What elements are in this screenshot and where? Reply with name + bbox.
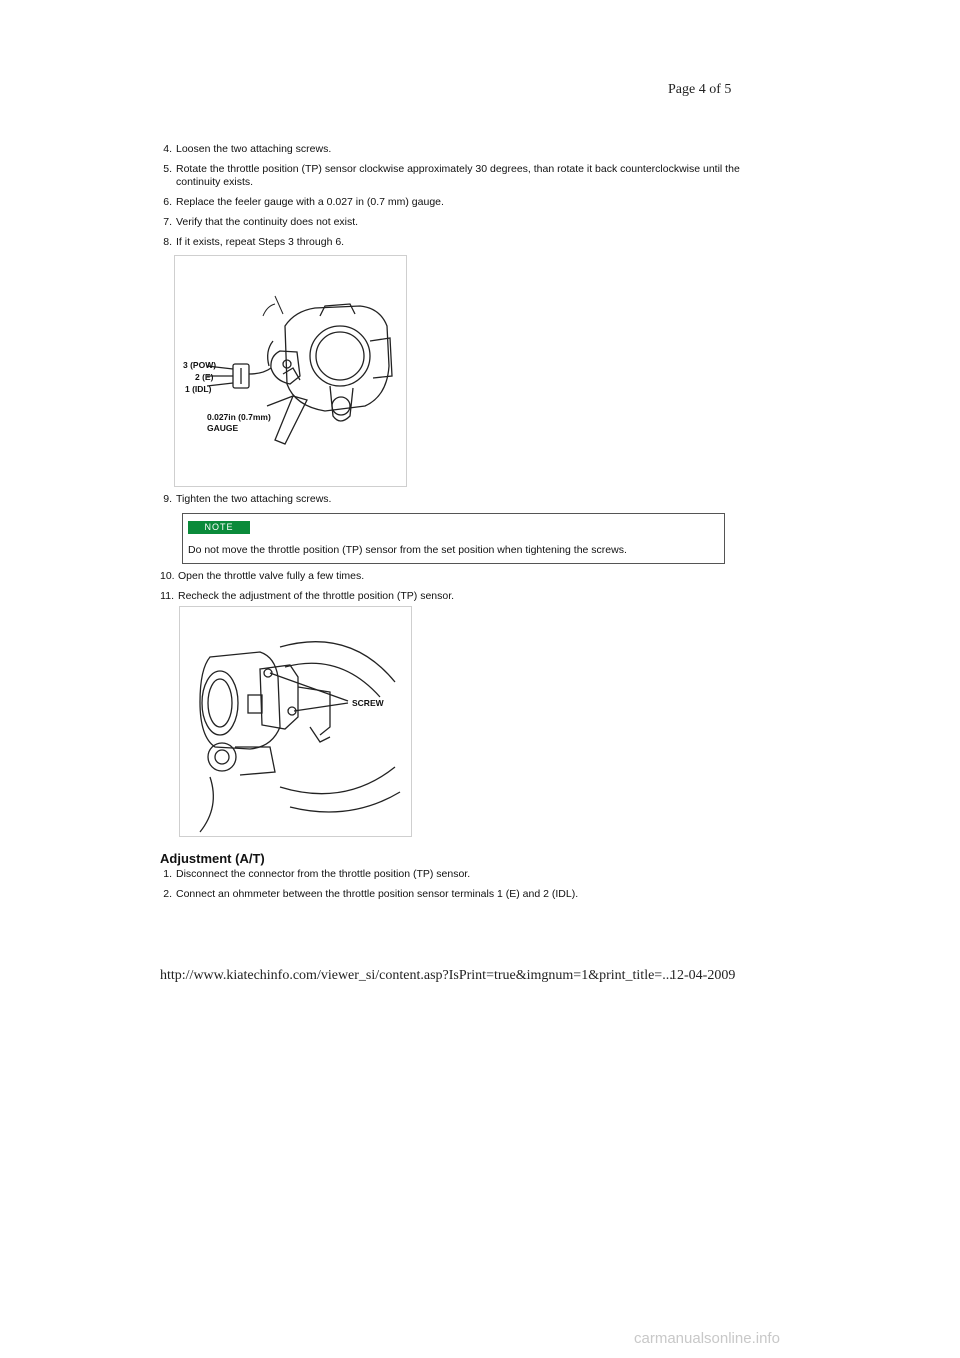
step-list — [160, 143, 740, 256]
note-badge: NOTE — [188, 521, 250, 534]
throttle-gauge-figure — [174, 255, 407, 487]
step-number: 7. — [163, 216, 172, 228]
list-item — [160, 868, 740, 881]
step-text: Verify that the continuity does not exist. — [176, 216, 359, 228]
page-number: Page 4 of 5 — [668, 82, 732, 97]
watermark: carmanualsonline.info — [634, 1330, 780, 1347]
step-list — [160, 570, 740, 610]
list-item — [160, 196, 740, 209]
step-list — [160, 493, 740, 513]
step-text: Connect an ohmmeter between the throttle position sensor terminals 1 (E) and 2 (IDL). — [176, 888, 579, 900]
step-number: 9. — [163, 493, 172, 505]
screw-figure — [179, 606, 412, 837]
step-number: 8. — [163, 236, 172, 248]
step-number: 5. — [163, 163, 172, 175]
print-footer — [160, 968, 740, 984]
step-number: 10. — [160, 570, 175, 582]
step-number: 4. — [163, 143, 172, 155]
step-number: 2. — [163, 888, 172, 900]
step-number: 1. — [163, 868, 172, 880]
step-text: Disconnect the connector from the throttle position (TP) sensor. — [176, 868, 471, 880]
step-text: Rotate the throttle position (TP) sensor clockwise approximately 30 degrees, than rotate it back counterclockwise until the continuity exists. — [176, 163, 740, 188]
pin-idl-label: 1 (IDL) — [185, 384, 212, 394]
step-text: Recheck the adjustment of the throttle position (TP) sensor. — [178, 590, 455, 602]
step-list — [160, 868, 740, 908]
list-item — [160, 236, 740, 249]
section-heading: Adjustment (A/T) — [160, 851, 265, 866]
print-date: 12-04-2009 — [670, 968, 736, 983]
pin-pow-label: 3 (POW) — [183, 360, 217, 370]
step-number: 6. — [163, 196, 172, 208]
list-item — [160, 570, 740, 583]
list-item — [160, 216, 740, 229]
step-text: Tighten the two attaching screws. — [176, 493, 332, 505]
list-item — [160, 493, 740, 506]
pin-e-label: 2 (E) — [195, 372, 214, 382]
list-item — [160, 143, 740, 156]
note-text: Do not move the throttle position (TP) sensor from the set position when tightening the screws. — [188, 544, 627, 556]
step-text: Open the throttle valve fully a few times. — [178, 570, 365, 582]
screw-label: SCREW — [352, 698, 384, 708]
note-box — [182, 513, 725, 564]
list-item — [160, 590, 740, 603]
step-number: 11. — [160, 590, 174, 602]
step-text: Loosen the two attaching screws. — [176, 143, 332, 155]
step-text: Replace the feeler gauge with a 0.027 in (0.7 mm) gauge. — [176, 196, 444, 208]
list-item — [160, 888, 740, 901]
list-item — [160, 163, 740, 189]
source-url[interactable]: http://www.kiatechinfo.com/viewer_si/content.asp?IsPrint=true&imgnum=1&print_title=... — [160, 968, 673, 983]
step-text: If it exists, repeat Steps 3 through 6. — [176, 236, 345, 248]
gauge-size-label: 0.027in (0.7mm) — [207, 412, 271, 422]
gauge-label: GAUGE — [207, 423, 239, 433]
